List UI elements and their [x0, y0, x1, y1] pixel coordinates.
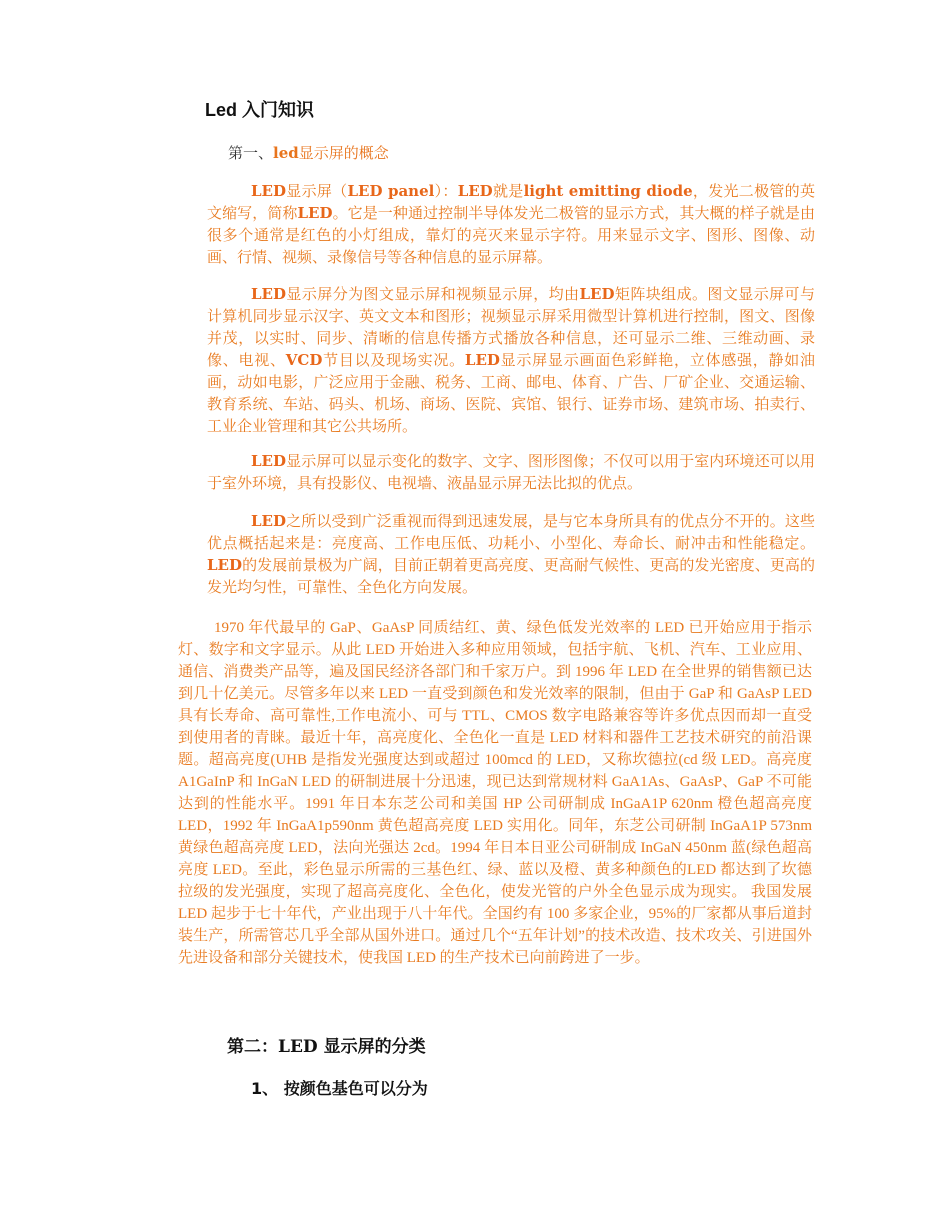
text-span: 之所以受到广泛重视而得到迅速发展，是与它本身所具有的优点分不开的。这些优点概括起来是：亮度高、工作电压低、功耗小、小型化、寿命长、耐冲击和性能稳定。 — [207, 512, 815, 552]
text-span: ，发光二极管的英文缩写，简称 — [207, 182, 815, 222]
section-1-prefix: 第一、 — [228, 144, 274, 162]
subsection-1-heading: 1、 按颜色基色可以分为 — [251, 1079, 428, 1098]
section-1-keyword: led — [273, 144, 299, 162]
text-span: 显示屏显示画面色彩鲜艳，立体感强，静如油画，动如电影，广泛应用于金融、税务、工商、邮电、体育、广告、厂矿企业、交通运输、教育系统、车站、码头、机场、商场、医院、宾馆、银行、证券市场、建筑市场、拍卖行、工业企业管理和其它公共场所。 — [207, 351, 815, 435]
paragraph-led-history: 1970 年代最早的 GaP、GaAsP 同质结红、黄、绿色低发光效率的 LED 已开始应用于指示灯、数字和文字显示。从此 LED 开始进入多种应用领域，包括宇航、飞机、汽车、工业应用、通信、消费类产品等，遍及国民经济各部门和千家万户。到 1996 年 LED 在全世界的销售额已达到几十亿美元。尽管多年以来 LED 一直受到颜色和发光效率的限制，但由于 GaP 和 GaAsP LED 具有长寿命、高可靠性,工作电流小、可与 TTL、CMOS 数字电路兼容等许多优点因而却一直受到使用者的青睐。最近十年，高亮度化、全色化一直是 LED 材料和器件工艺技术研究的前沿课题。超高亮度(UHB 是指发光强度达到或超过 100mcd 的 LED，又称坎德拉(cd 级 LED。高亮度 A1GaInP 和 InGaN LED 的研制进展十分迅速，现已达到常规材料 GaA1As、GaAsP、GaP 不可能达到的性能水平。1991 年日本东芝公司和美国 HP 公司研制成 InGaA1P 620nm 橙色超高亮度 LED，1992 年 InGaA1p590nm 黄色超高亮度 LED 实用化。同年，东芝公司研制 InGaA1P 573nm 黄绿色超高亮度 LED，法向光强达 2cd。1994 年日本日亚公司研制成 InGaN 450nm 蓝(绿色超高亮度 LED。至此，彩色显示所需的三基色红、绿、蓝以及橙、黄多种颜色的LED 都达到了坎德拉级的发光强度，实现了超高亮度化、全色化，使发光管的户外全色显示成为现实。 我国发展 LED 起步于七十年代，产业出现于八十年代。全国约有 100 多家企业，95%的厂家都从事后道封装生产，所需管芯几乎全部从国外进口。通过几个“五年计划”的技术改造、技术攻关、引进国外先进设备和部分关键技术，使我国 LED 的生产技术已向前跨进了一步。 — [178, 620, 812, 966]
term-vcd: VCD — [285, 351, 323, 369]
term-led: LED — [251, 285, 286, 303]
paragraph-led-types — [207, 283, 815, 437]
term-led-panel: LED panel — [347, 182, 435, 200]
term-led: LED — [251, 452, 286, 470]
section-1-suffix: 显示屏的概念 — [298, 144, 389, 162]
term-led: LED — [207, 556, 242, 574]
text-span: 。它是一种通过控制半导体发光二极管的显示方式，其大概的样子就是由很多个通常是红色的小灯组成，靠灯的亮灭来显示字符。用来显示文字、图形、图像、动画、行情、视频、录像信号等各种信息的显示屏幕。 — [207, 204, 815, 266]
text-span: 显示屏分为图文显示屏和视频显示屏，均由 — [286, 285, 580, 303]
section-1-heading — [228, 142, 389, 163]
paragraph-led-advantages — [207, 450, 815, 494]
text-span: 显示屏（ — [286, 182, 348, 200]
text-span: 的发展前景极为广阔，目前正朝着更高亮度、更高耐气候性、更高的发光密度、更高的发光均匀性，可靠性、全色化方向发展。 — [207, 556, 815, 596]
text-span: 节目以及现场实况。 — [322, 351, 465, 369]
paragraph-led-definition — [207, 180, 815, 268]
text-span: 显示屏可以显示变化的数字、文字、图形图像；不仅可以用于室内环境还可以用于室外环境，具有投影仪、电视墙、液晶显示屏无法比拟的优点。 — [207, 452, 815, 492]
text-span: 就是 — [492, 182, 524, 200]
term-led: LED — [464, 351, 500, 369]
term-led: LED — [251, 512, 286, 530]
document-title: Led 入门知识 — [205, 100, 315, 120]
text-span: ）： — [434, 182, 458, 200]
term-led: LED — [457, 182, 493, 200]
section-2-heading: 第二：LED 显示屏的分类 — [227, 1037, 426, 1057]
term-led: LED — [251, 182, 286, 200]
term-led: LED — [297, 204, 333, 222]
term-led: LED — [579, 285, 615, 303]
text-span: 矩阵块组成。图文显示屏可与计算机同步显示汉字、英文文本和图形；视频显示屏采用微型计算机进行控制，图文、图像并茂，以实时、同步、清晰的信息传播方式播放各种信息，还可显示二维、三维动画、录像、电视、 — [207, 285, 815, 369]
term-light-emitting-diode: light emitting diode — [523, 182, 693, 200]
paragraph-led-development — [207, 510, 815, 598]
